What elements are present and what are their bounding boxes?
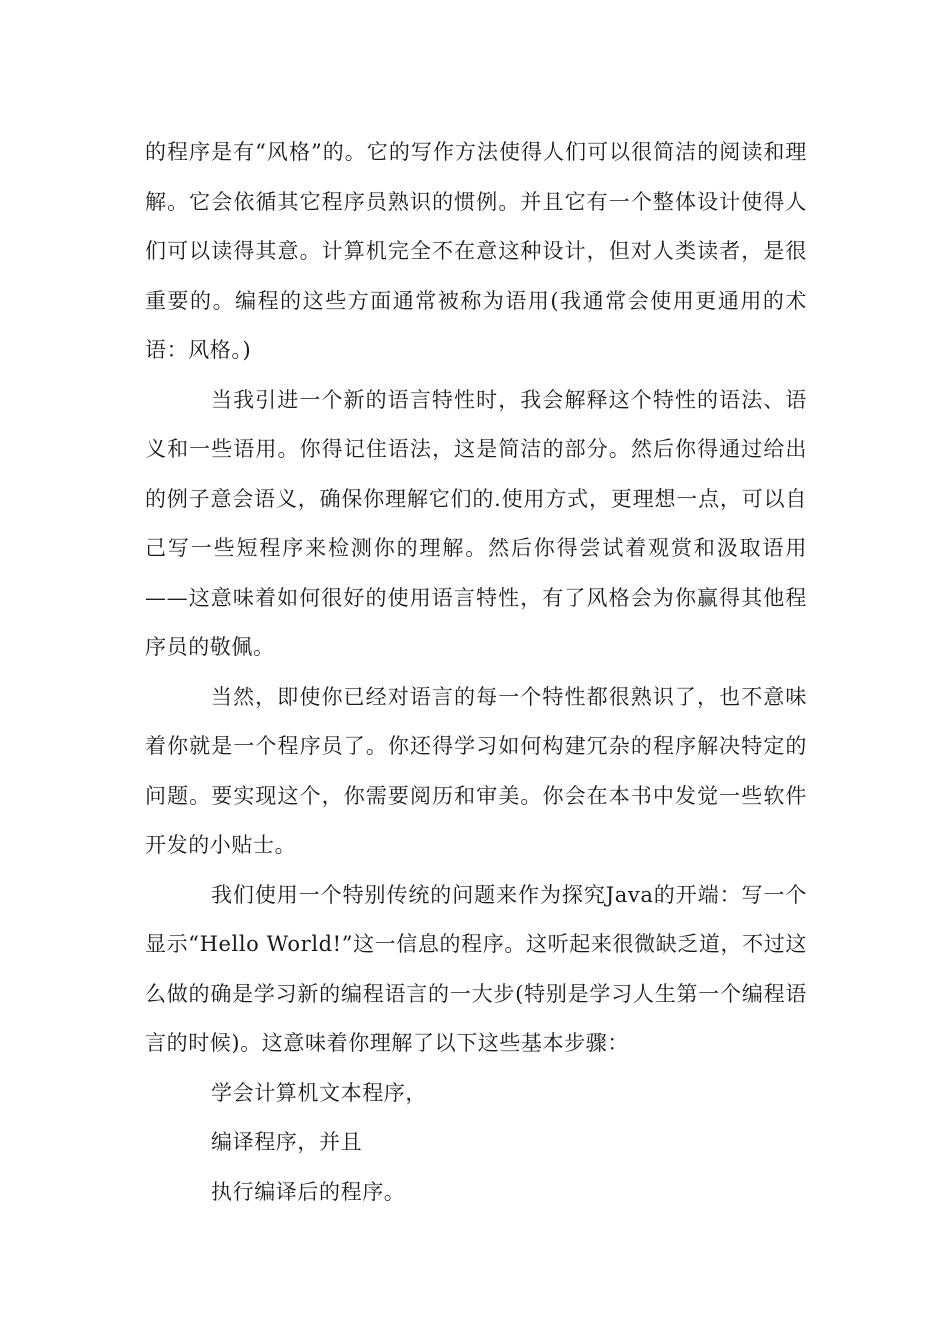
paragraph-being-programmer: 当然，即使你已经对语言的每一个特性都很熟识了，也不意味着你就是一个程序员了。你还得学习如何构建冗杂的程序解决特定的问题。要实现这个，你需要阅历和审美。你会在本书中发觉一些软件开发的小贴士。: [145, 684, 807, 857]
document-page: [145, 128, 807, 1217]
step-item: 编译程序，并且: [211, 1130, 363, 1154]
paragraph-hello-world: 我们使用一个特别传统的问题来作为探究Java的开端：写一个显示“Hello World!”这一信息的程序。这听起来很微缺乏道，不过这么做的确是学习新的编程语言的一大步(特别是学习人生第一个编程语言的时候)。这意味着你理解了以下这些基本步骤：: [145, 882, 807, 1055]
paragraph-style: 的程序是有“风格”的。它的写作方法使得人们可以很简洁的阅读和理解。它会依循其它程序员熟识的惯例。并且它有一个整体设计使得人们可以读得其意。计算机完全不在意这种设计，但对人类读者，是很重要的。编程的这些方面通常被称为语用(我通常会使用更通用的术语：风格。): [145, 140, 807, 362]
step-item: 执行编译后的程序。: [211, 1179, 406, 1204]
step-item: 学会计算机文本程序，: [211, 1080, 427, 1105]
paragraph-language-features: 当我引进一个新的语言特性时，我会解释这个特性的语法、语义和一些语用。你得记住语法，这是简洁的部分。然后你得通过给出的例子意会语义，确保你理解它们的.使用方式，更理想一点，可以自己写一些短程序来检测你的理解。然后你得尝试着观赏和汲取语用——这意味着如何很好的使用语言特性，有了风格会为你赢得其他程序员的敬佩。: [145, 387, 807, 659]
